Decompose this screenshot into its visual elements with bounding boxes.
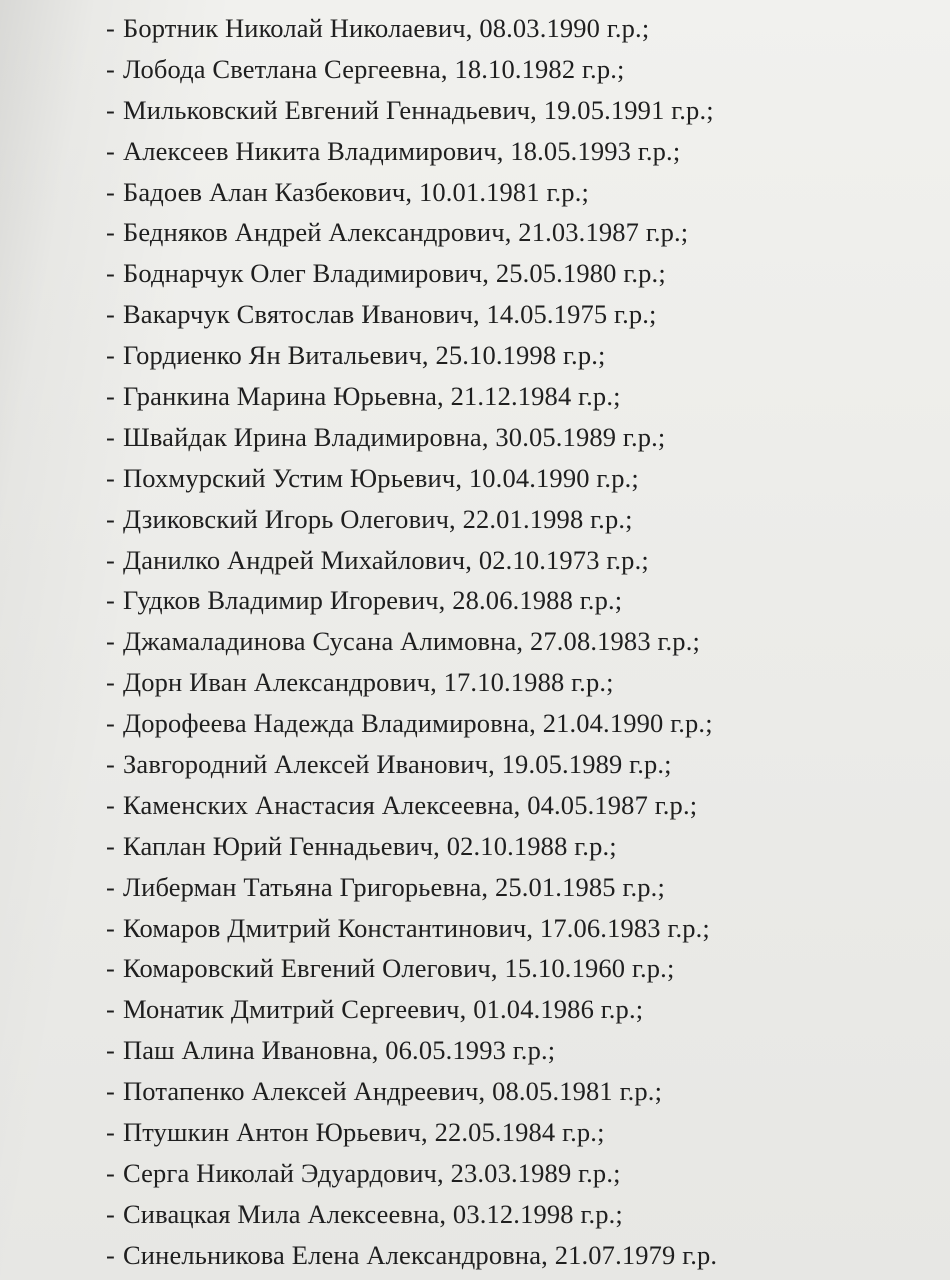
person-name: Вакарчук Святослав Иванович <box>122 299 473 330</box>
list-bullet-dash: - <box>106 1198 115 1229</box>
person-name: Похмурский Устим Юрьевич <box>122 462 456 493</box>
list-item: - Дорн Иван Александрович, 17.10.1988 г.р.; <box>106 662 936 703</box>
person-name: Синельникова Елена Александровна <box>122 1239 542 1270</box>
list-item: - Бадоев Алан Казбекович, 10.01.1981 г.р.; <box>106 172 936 213</box>
birth-date: 17.06.1983 г.р.; <box>539 912 710 943</box>
birth-date: 02.10.1988 г.р.; <box>446 830 617 861</box>
birth-date: 22.01.1998 г.р.; <box>462 503 633 534</box>
list-item: - Комаровский Евгений Олегович, 15.10.1960 г.р.; <box>106 948 936 989</box>
list-item: - Гудков Владимир Игоревич, 28.06.1988 г.р.; <box>106 580 936 621</box>
person-name: Комаров Дмитрий Константинович <box>122 912 527 943</box>
birth-date: 23.03.1989 г.р.; <box>450 1157 621 1188</box>
list-item: - Либерман Татьяна Григорьевна, 25.01.1985 г.р.; <box>106 867 936 908</box>
list-bullet-dash: - <box>106 421 115 452</box>
list-item: - Лобода Светлана Сергеевна, 18.10.1982 г.р.; <box>106 49 936 90</box>
list-bullet-dash: - <box>106 871 115 902</box>
list-bullet-dash: - <box>106 1117 115 1148</box>
birth-date: 04.05.1987 г.р.; <box>527 789 698 820</box>
birth-date: 08.05.1981 г.р.; <box>492 1076 663 1107</box>
list-bullet-dash: - <box>106 53 115 84</box>
birth-date: 21.03.1987 г.р.; <box>518 217 689 248</box>
list-item: - Монатик Дмитрий Сергеевич, 01.04.1986 г.р.; <box>106 989 936 1030</box>
list-item: - Похмурский Устим Юрьевич, 10.04.1990 г.р.; <box>106 458 936 499</box>
list-bullet-dash: - <box>106 462 115 493</box>
birth-date: 15.10.1960 г.р.; <box>504 953 675 984</box>
list-bullet-dash: - <box>106 1157 115 1188</box>
list-bullet-dash: - <box>106 13 115 43</box>
list-item: - Потапенко Алексей Андреевич, 08.05.1981 г.р.; <box>106 1071 936 1112</box>
list-bullet-dash: - <box>106 789 115 820</box>
person-name: Джамаладинова Сусана Алимовна <box>122 626 517 657</box>
list-bullet-dash: - <box>106 299 115 330</box>
list-bullet-dash: - <box>106 912 115 943</box>
birth-date: 25.01.1985 г.р.; <box>494 871 665 902</box>
list-bullet-dash: - <box>106 994 115 1025</box>
birth-date: 21.07.1979 г.р. <box>554 1239 718 1270</box>
person-name: Сивацкая Мила Алексеевна <box>122 1198 440 1229</box>
person-name: Гордиенко Ян Витальевич <box>122 340 422 371</box>
person-name: Мильковский Евгений Геннадьевич <box>122 94 531 125</box>
birth-date: 30.05.1989 г.р.; <box>495 421 666 452</box>
person-name: Потапенко Алексей Андреевич <box>122 1076 479 1107</box>
list-item: - Вакарчук Святослав Иванович, 14.05.1975 г.р.; <box>106 294 936 335</box>
list-bullet-dash: - <box>106 585 115 616</box>
list-bullet-dash: - <box>106 667 115 698</box>
list-bullet-dash: - <box>106 708 115 739</box>
birth-date: 28.06.1988 г.р.; <box>452 585 623 616</box>
list-item: - Каплан Юрий Геннадьевич, 02.10.1988 г.р.; <box>106 826 936 867</box>
person-name: Серга Николай Эдуардович <box>122 1157 438 1188</box>
list-bullet-dash: - <box>106 340 115 371</box>
list-bullet-dash: - <box>106 258 115 289</box>
birth-date: 17.10.1988 г.р.; <box>443 667 614 698</box>
list-item: - Комаров Дмитрий Константинович, 17.06.1983 г.р.; <box>106 908 936 949</box>
person-name: Бедняков Андрей Александрович <box>122 217 505 248</box>
birth-date: 19.05.1989 г.р.; <box>501 749 672 780</box>
list-item: - Гордиенко Ян Витальевич, 25.10.1998 г.р.; <box>106 335 936 376</box>
list-bullet-dash: - <box>106 1035 115 1066</box>
list-bullet-dash: - <box>106 94 115 125</box>
birth-date: 27.08.1983 г.р.; <box>529 626 700 657</box>
list-item: - Данилко Андрей Михайлович, 02.10.1973 г.р.; <box>106 540 936 581</box>
person-name: Птушкин Антон Юрьевич <box>122 1117 421 1148</box>
birth-date: 10.04.1990 г.р.; <box>468 462 639 493</box>
person-name: Швайдак Ирина Владимировна <box>122 421 482 452</box>
person-name: Гранкина Марина Юрьевна <box>122 381 438 412</box>
birth-date: 19.05.1991 г.р.; <box>543 94 714 125</box>
person-name: Завгородний Алексей Иванович <box>122 749 489 780</box>
birth-date: 10.01.1981 г.р.; <box>418 176 589 207</box>
list-item: - Гранкина Марина Юрьевна, 21.12.1984 г.р.; <box>106 376 936 417</box>
person-list <box>106 8 936 1276</box>
birth-date: 06.05.1993 г.р.; <box>385 1035 556 1066</box>
person-name: Дорн Иван Александрович <box>122 667 431 698</box>
list-item: - Паш Алина Ивановна, 06.05.1993 г.р.; <box>106 1030 936 1071</box>
person-name: Либерман Татьяна Григорьевна <box>122 871 482 902</box>
birth-date: 21.12.1984 г.р.; <box>450 381 621 412</box>
list-item: - Синельникова Елена Александровна, 21.07.1979 г.р. <box>106 1235 936 1276</box>
person-name: Алексеев Никита Владимирович <box>122 135 497 166</box>
person-name: Каплан Юрий Геннадьевич <box>122 830 434 861</box>
list-item: - Серга Николай Эдуардович, 23.03.1989 г.р.; <box>106 1153 936 1194</box>
person-name: Данилко Андрей Михайлович <box>122 544 466 575</box>
birth-date: 02.10.1973 г.р.; <box>478 544 649 575</box>
person-name: Комаровский Евгений Олегович <box>122 953 491 984</box>
list-bullet-dash: - <box>106 217 115 248</box>
list-item: - Бедняков Андрей Александрович, 21.03.1987 г.р.; <box>106 212 936 253</box>
list-item: - Завгородний Алексей Иванович, 19.05.1989 г.р.; <box>106 744 936 785</box>
list-bullet-dash: - <box>106 1076 115 1107</box>
person-name: Монатик Дмитрий Сергеевич <box>122 994 460 1025</box>
list-bullet-dash: - <box>106 135 115 166</box>
list-item: - Птушкин Антон Юрьевич, 22.05.1984 г.р.; <box>106 1112 936 1153</box>
birth-date: 22.05.1984 г.р.; <box>434 1117 605 1148</box>
person-name: Гудков Владимир Игоревич <box>122 585 439 616</box>
list-item: - Боднарчук Олег Владимирович, 25.05.1980 г.р.; <box>106 253 936 294</box>
person-name: Бадоев Алан Казбекович <box>122 176 406 207</box>
person-name: Каменских Анастасия Алексеевна <box>122 789 514 820</box>
list-item: - Дзиковский Игорь Олегович, 22.01.1998 г.р.; <box>106 499 936 540</box>
list-item: - Бортник Николай Николаевич, 08.03.1990 г.р.; <box>106 8 936 49</box>
list-bullet-dash: - <box>106 749 115 780</box>
birth-date: 25.05.1980 г.р.; <box>495 258 666 289</box>
list-item: - Дорофеева Надежда Владимировна, 21.04.1990 г.р.; <box>106 703 936 744</box>
person-name: Бортник Николай Николаевич <box>122 13 466 43</box>
birth-date: 03.12.1998 г.р.; <box>452 1198 623 1229</box>
list-bullet-dash: - <box>106 544 115 575</box>
list-bullet-dash: - <box>106 830 115 861</box>
list-item: - Алексеев Никита Владимирович, 18.05.1993 г.р.; <box>106 131 936 172</box>
list-bullet-dash: - <box>106 1239 115 1270</box>
person-name: Дзиковский Игорь Олегович <box>122 503 450 534</box>
birth-date: 25.10.1998 г.р.; <box>435 340 606 371</box>
list-item: - Джамаладинова Сусана Алимовна, 27.08.1983 г.р.; <box>106 621 936 662</box>
birth-date: 14.05.1975 г.р.; <box>486 299 657 330</box>
person-name: Дорофеева Надежда Владимировна <box>122 708 530 739</box>
list-bullet-dash: - <box>106 503 115 534</box>
person-name: Лобода Светлана Сергеевна <box>122 53 441 84</box>
list-item: - Каменских Анастасия Алексеевна, 04.05.1987 г.р.; <box>106 785 936 826</box>
birth-date: 01.04.1986 г.р.; <box>473 994 644 1025</box>
list-item: - Сивацкая Мила Алексеевна, 03.12.1998 г.р.; <box>106 1194 936 1235</box>
birth-date: 08.03.1990 г.р.; <box>479 13 650 43</box>
list-bullet-dash: - <box>106 953 115 984</box>
list-bullet-dash: - <box>106 176 115 207</box>
birth-date: 18.05.1993 г.р.; <box>510 135 681 166</box>
list-bullet-dash: - <box>106 626 115 657</box>
person-name: Боднарчук Олег Владимирович <box>122 258 483 289</box>
list-item: - Швайдак Ирина Владимировна, 30.05.1989 г.р.; <box>106 417 936 458</box>
person-name: Паш Алина Ивановна <box>122 1035 372 1066</box>
birth-date: 18.10.1982 г.р.; <box>454 53 625 84</box>
birth-date: 21.04.1990 г.р.; <box>542 708 713 739</box>
list-bullet-dash: - <box>106 381 115 412</box>
list-item: - Мильковский Евгений Геннадьевич, 19.05.1991 г.р.; <box>106 90 936 131</box>
